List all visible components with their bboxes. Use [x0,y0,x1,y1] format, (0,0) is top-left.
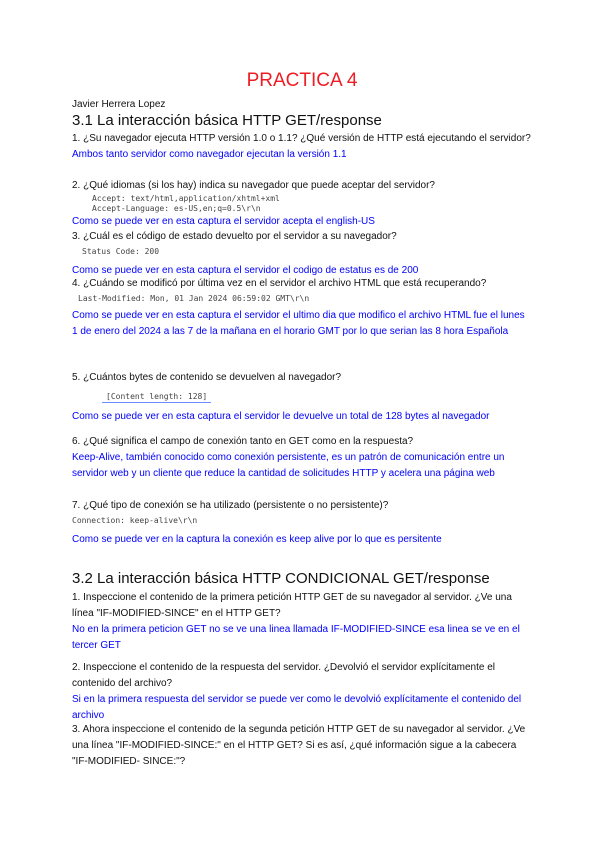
answer-text: Como se puede ver en esta captura el servidor le devuelve un total de 128 bytes al navegador [72,411,490,422]
question-2-block [72,178,532,230]
answer-text: Como se puede ver en esta captura el servidor acepta el english-US [72,216,375,227]
section-heading: 3.1 La interacción básica HTTP GET/response [72,112,382,129]
question-text: 2. ¿Qué idiomas (si los hay) indica su navegador que puede aceptar del servidor? [72,180,435,191]
question-3-block [72,229,532,279]
question-3-2-2-block [72,660,532,724]
capture-snippet: Status Code: 200 [82,247,160,256]
question-7-block [72,498,532,548]
question-6-block [72,434,532,482]
answer-text: Keep-Alive, también conocido como conexión persistente, es un patrón de comunicación entre un servidor web y un cliente que reduce la cantidad de solicitudes HTTP y acelera una página web [72,452,505,479]
section-3-1-heading-block [72,112,532,129]
question-text: 7. ¿Qué tipo de conexión se ha utilizado (persistente o no persistente)? [72,500,389,511]
answer-text: Como se puede ver en esta captura el servidor el ultimo dia que modifico el archivo HTML fue el lunes 1 de enero del 2024 a las 7 de la mañana en el horario GMT por lo que serian las 8 hora Española [72,310,525,337]
question-text: 1. Inspeccione el contenido de la primera petición HTTP GET de su navegador al servidor. ¿Ve una línea "IF-MODIFIED-SINCE" en el HTTP GET? [72,592,512,619]
question-text: 5. ¿Cuántos bytes de contenido se devuelven al navegador? [72,372,342,383]
question-text: 2. Inspeccione el contenido de la respuesta del servidor. ¿Devolvió el servidor explícitamente el contenido del archivo? [72,662,496,689]
author-name: Javier Herrera Lopez [72,99,166,110]
answer-text: Como se puede ver en esta captura el servidor el codigo de estatus es de 200 [72,265,419,276]
answer-text: Ambos tanto servidor como navegador ejecutan la versión 1.1 [72,149,347,160]
question-3-2-1-block [72,590,532,654]
page-title: PRACTICA 4 [246,70,358,91]
question-5-block [72,370,532,425]
question-text: 4. ¿Cuándo se modificó por última vez en el servidor el archivo HTML que está recuperando? [72,278,487,289]
answer-text: Si en la primera respuesta del servidor se puede ver como le devolvió explícitamente el contenido del archivo [72,694,522,721]
answer-text: No en la primera peticion GET no se ve una linea llamada IF-MODIFIED-SINCE esa linea se ve en el tercer GET [72,624,520,651]
question-text: 1. ¿Su navegador ejecuta HTTP versión 1.0 o 1.1? ¿Qué versión de HTTP está ejecutando el servidor? [72,133,531,144]
question-text: 3. Ahora inspeccione el contenido de la segunda petición HTTP GET de su navegador al servidor. ¿Ve una línea "IF-MODIFIED-SINCE:" en el HTTP GET? Si es así, ¿qué información sigue a la cabecera "IF-MODIFIED- SINCE:"? [72,724,526,767]
question-4-block [72,276,532,340]
capture-snippet: Connection: keep-alive\r\n [72,516,198,525]
capture-snippet: Accept: text/html,application/xhtml+xml Accept-Language: es-US,en;q=0.5\r\n [92,194,280,213]
section-3-2-heading-block [72,570,532,587]
question-1-block [72,131,532,163]
question-3-2-3-block [72,722,532,770]
answer-text: Como se puede ver en la captura la conexión es keep alive por lo que es persitente [72,534,442,545]
question-text: 6. ¿Qué significa el campo de conexión tanto en GET como en la respuesta? [72,436,414,447]
capture-snippet: Last-Modified: Mon, 01 Jan 2024 06:59:02 GMT\r\n [78,294,310,303]
section-heading: 3.2 La interacción básica HTTP CONDICIONAL GET/response [72,570,490,587]
capture-snippet: [Content length: 128] [102,392,211,403]
question-text: 3. ¿Cuál es el código de estado devuelto por el servidor a su navegador? [72,231,397,242]
